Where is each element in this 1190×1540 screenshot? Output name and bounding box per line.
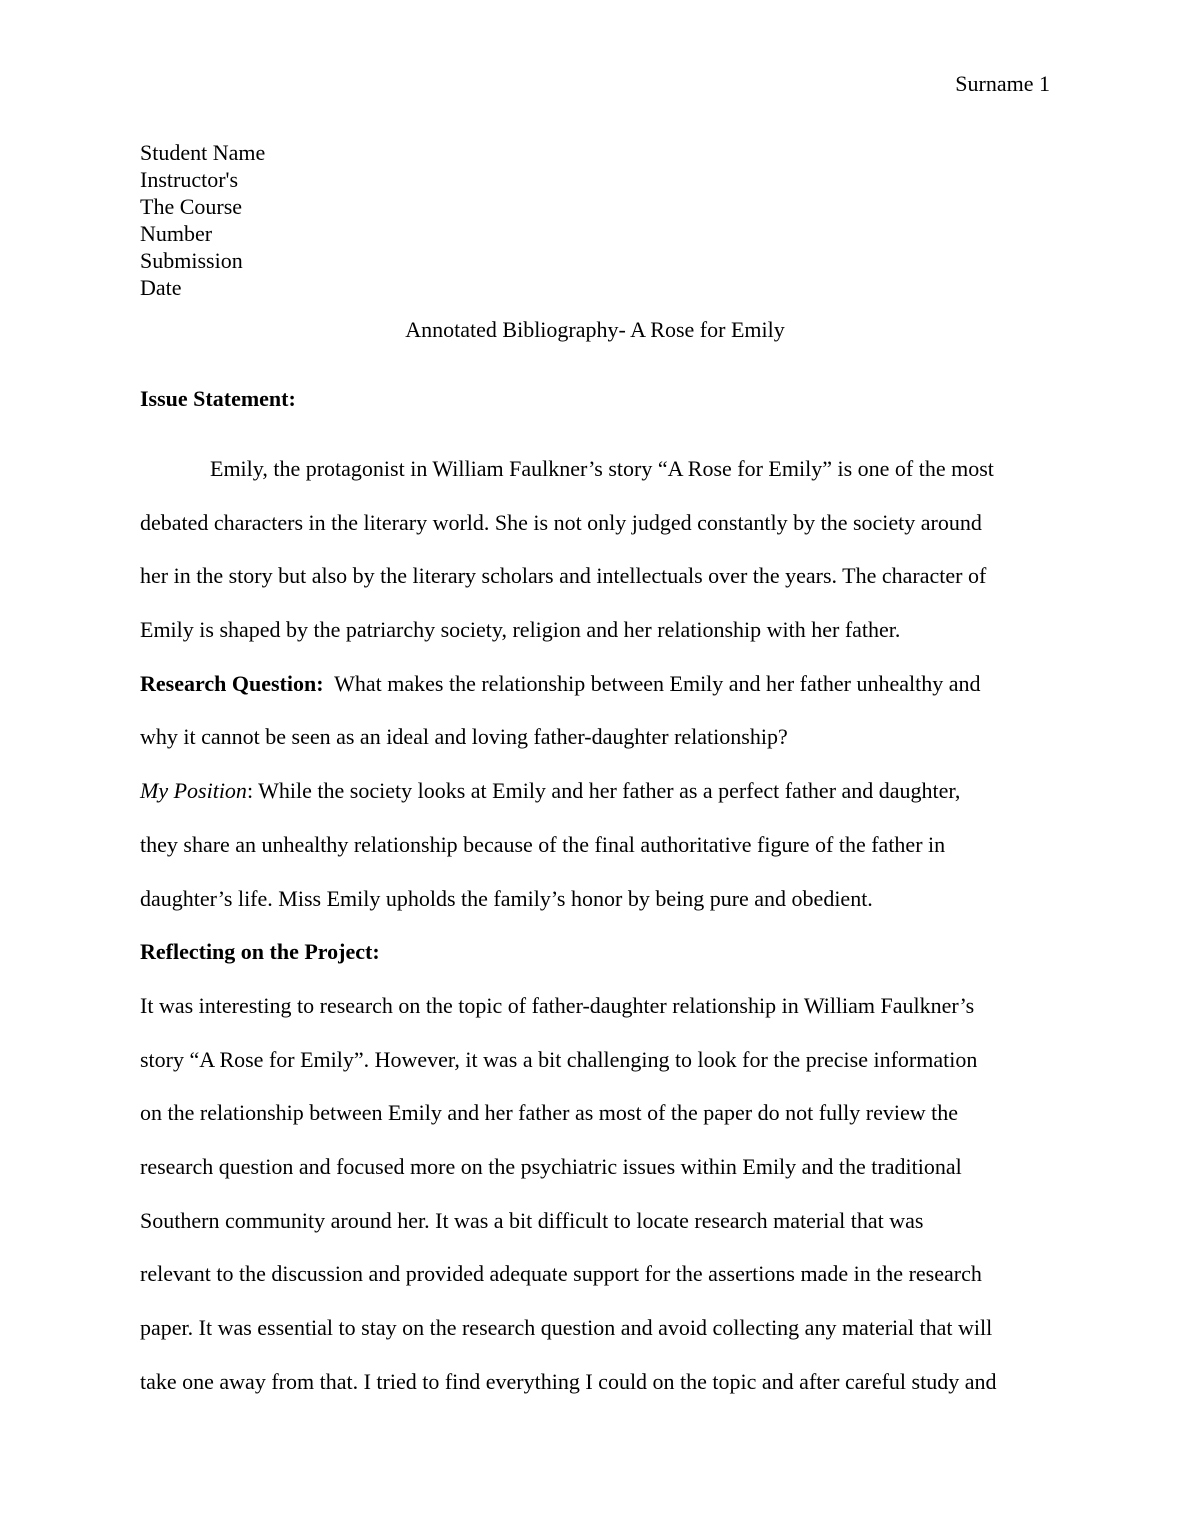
reflection-line: It was interesting to research on the topic of father-daughter relationship in William Faulkner’s [140, 992, 975, 1018]
reflection-line: research question and focused more on the psychiatric issues within Emily and the traditional [140, 1153, 962, 1179]
issue-statement-section [140, 372, 1052, 426]
issue-statement-line: Emily, the protagonist in William Faulkner’s story “A Rose for Emily” is one of the most [210, 456, 994, 481]
my-position-heading: My Position [140, 778, 247, 804]
my-position-line [140, 764, 1052, 818]
course-name: The Course [140, 194, 243, 219]
reflection-line: on the relationship between Emily and her father as most of the paper do not fully review the [140, 1100, 959, 1126]
issue-statement-line: Emily is shaped by the patriarchy society, religion and her relationship with her father. [140, 617, 901, 643]
submission-date: Date [140, 275, 182, 300]
my-position-line: they share an unhealthy relationship because of the final authoritative figure of the father in [140, 831, 946, 857]
reflection-line: story “A Rose for Emily”. However, it was a bit challenging to look for the precise information [140, 1046, 978, 1072]
my-position-line: daughter’s life. Miss Emily upholds the family’s honor by being pure and obedient. [140, 885, 873, 911]
research-question-line: why it cannot be seen as an ideal and loving father-daughter relationship? [140, 724, 788, 750]
student-heading-block [140, 139, 265, 301]
research-question-line [140, 657, 1052, 711]
reflection-line: relevant to the discussion and provided adequate support for the assertions made in the research [140, 1261, 982, 1287]
instructor-name: Instructor's [140, 167, 239, 192]
research-question-text: What makes the relationship between Emily and her father unhealthy and [323, 670, 981, 696]
reflection-line: Southern community around her. It was a bit difficult to locate research material that was [140, 1207, 924, 1233]
issue-statement-heading: Issue Statement: [140, 386, 296, 411]
my-position-text: : While the society looks at Emily and her father as a perfect father and daughter, [246, 778, 961, 804]
document-title: Annotated Bibliography- A Rose for Emily [405, 317, 785, 342]
course-number: Number [140, 221, 213, 246]
submission-label: Submission [140, 248, 243, 273]
body-text [140, 442, 1052, 1408]
reflection-line: paper. It was essential to stay on the research question and avoid collecting any material that will [140, 1315, 993, 1340]
running-head: Surname 1 [955, 71, 1050, 96]
student-name: Student Name [140, 140, 266, 165]
issue-statement-line: debated characters in the literary world. She is not only judged constantly by the society around [140, 509, 982, 535]
reflection-line: take one away from that. I tried to find everything I could on the topic and after careful study and [140, 1368, 997, 1394]
issue-statement-line: her in the story but also by the literary scholars and intellectuals over the years. The character of [140, 563, 987, 589]
reflection-heading: Reflecting on the Project: [140, 939, 380, 965]
research-question-heading: Research Question: [140, 670, 324, 696]
